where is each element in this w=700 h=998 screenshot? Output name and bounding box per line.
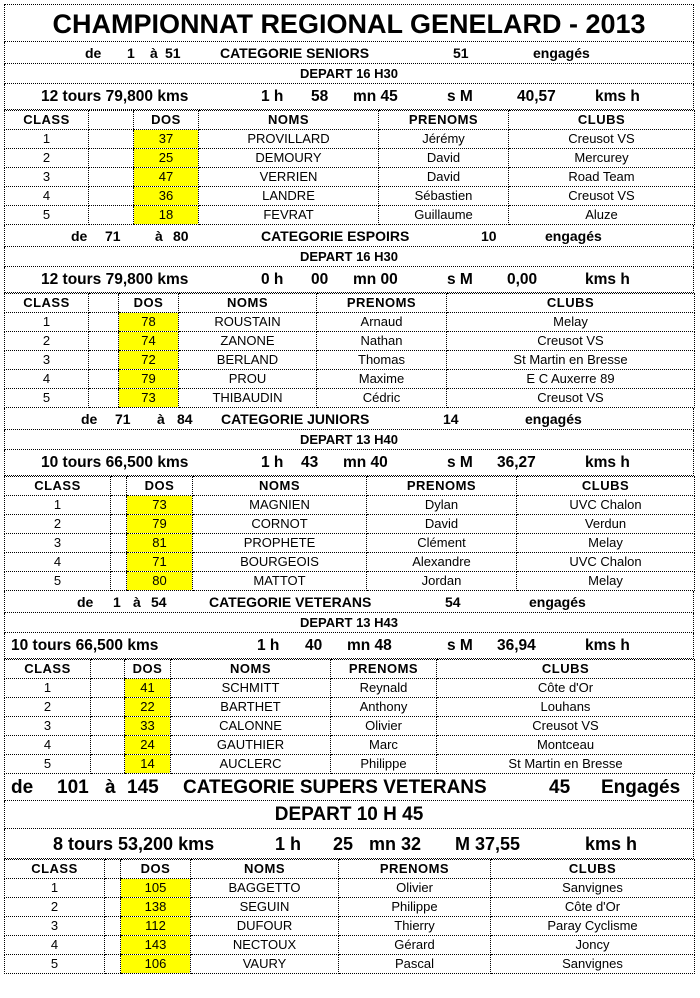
header-noms: NOMS <box>191 860 339 879</box>
veterans-from: 1 <box>113 594 121 610</box>
table-row: 3 81 PROPHETE Clément Melay <box>5 534 695 553</box>
juniors-a: à <box>157 411 165 427</box>
header-prenoms: PRENOMS <box>339 860 491 879</box>
table-row: 1 78 ROUSTAIN Arnaud Melay <box>5 313 695 332</box>
juniors-table <box>4 476 695 591</box>
seniors-category: CATEGORIE SENIORS <box>220 45 370 61</box>
veterans-count: 54 <box>445 594 461 610</box>
supers-count: 45 <box>549 777 571 798</box>
espoirs-hours: 0 h <box>261 271 284 288</box>
supers-category-line <box>4 774 694 801</box>
seniors-minutes: 58 <box>311 88 329 105</box>
seniors-speed-unit: kms h <box>595 88 640 105</box>
table-row: 2 22 BARTHET Anthony Louhans <box>5 698 695 717</box>
supers-depart: DEPART 10 H 45 <box>4 801 694 829</box>
veterans-hours: 1 h <box>257 637 280 654</box>
header-prenoms: PRENOMS <box>317 294 447 313</box>
seniors-table <box>4 110 695 225</box>
header-dos: DOS <box>119 294 179 313</box>
juniors-count: 14 <box>443 411 459 427</box>
table-row: 5 14 AUCLERC Philippe St Martin en Bresse <box>5 755 695 774</box>
espoirs-speed-unit: kms h <box>585 271 630 288</box>
header-noms: NOMS <box>171 660 331 679</box>
header-dos: DOS <box>134 111 199 130</box>
header-prenoms: PRENOMS <box>379 111 509 130</box>
seniors-category-line <box>4 42 694 64</box>
table-row: 3 33 CALONNE Olivier Creusot VS <box>5 717 695 736</box>
table-row: 4 143 NECTOUX Gérard Joncy <box>5 936 695 955</box>
espoirs-de: de <box>71 228 88 244</box>
seniors-de: de <box>85 45 102 61</box>
header-class: CLASS <box>5 111 89 130</box>
table-row: 4 79 PROU Maxime E C Auxerre 89 <box>5 370 695 389</box>
veterans-category-line <box>4 591 694 613</box>
table-row: 5 106 VAURY Pascal Sanvignes <box>5 955 695 974</box>
juniors-to: 84 <box>177 411 193 427</box>
veterans-speed: 36,94 <box>497 637 536 654</box>
table-header-row <box>5 111 695 130</box>
espoirs-table <box>4 293 695 408</box>
table-row: 5 73 THIBAUDIN Cédric Creusot VS <box>5 389 695 408</box>
table-row: 5 18 FEVRAT Guillaume Aluze <box>5 206 695 225</box>
supers-speed-unit: kms h <box>585 834 638 854</box>
header-dos: DOS <box>121 860 191 879</box>
supers-distance: 8 tours 53,200 kms <box>53 834 215 854</box>
table-row: 1 41 SCHMITT Reynald Côte d'Or <box>5 679 695 698</box>
juniors-engages: engagés <box>525 411 582 427</box>
table-row: 3 47 VERRIEN David Road Team <box>5 168 695 187</box>
header-clubs: CLUBS <box>447 294 695 313</box>
veterans-a: à <box>133 594 141 610</box>
supers-category: CATEGORIE SUPERS VETERANS <box>183 777 487 798</box>
header-noms: NOMS <box>199 111 379 130</box>
supers-de: de <box>11 777 34 798</box>
juniors-de: de <box>81 411 98 427</box>
espoirs-depart: DEPART 16 H30 <box>4 247 694 267</box>
espoirs-speed-label: s M <box>447 271 473 288</box>
juniors-hours: 1 h <box>261 454 284 471</box>
seniors-to: 51 <box>165 45 181 61</box>
table-row: 2 79 CORNOT David Verdun <box>5 515 695 534</box>
espoirs-speed: 0,00 <box>507 271 538 288</box>
table-header-row <box>5 477 695 496</box>
table-row: 4 71 BOURGEOIS Alexandre UVC Chalon <box>5 553 695 572</box>
supers-from: 101 <box>57 777 89 798</box>
espoirs-from: 71 <box>105 228 121 244</box>
seniors-speed: 40,57 <box>517 88 556 105</box>
veterans-table <box>4 659 695 774</box>
header-clubs: CLUBS <box>509 111 695 130</box>
supers-minutes: 25 <box>333 834 354 854</box>
table-header-row <box>5 660 695 679</box>
header-clubs: CLUBS <box>491 860 695 879</box>
espoirs-distance: 12 tours 79,800 kms <box>41 271 189 288</box>
header-dos: DOS <box>127 477 193 496</box>
seniors-engages: engagés <box>533 45 590 61</box>
seniors-from: 1 <box>127 45 135 61</box>
header-class: CLASS <box>5 860 105 879</box>
veterans-category: CATEGORIE VETERANS <box>209 594 372 610</box>
table-row: 3 72 BERLAND Thomas St Martin en Bresse <box>5 351 695 370</box>
veterans-distance: 10 tours 66,500 kms <box>11 637 159 654</box>
supers-table <box>4 859 695 974</box>
juniors-seconds: mn 40 <box>343 454 388 471</box>
juniors-category-line <box>4 408 694 430</box>
juniors-depart: DEPART 13 H40 <box>4 430 694 450</box>
juniors-summary <box>4 450 694 476</box>
veterans-speed-label: s M <box>447 637 473 654</box>
header-class: CLASS <box>5 294 89 313</box>
espoirs-to: 80 <box>173 228 189 244</box>
header-noms: NOMS <box>179 294 317 313</box>
table-row: 4 24 GAUTHIER Marc Montceau <box>5 736 695 755</box>
veterans-seconds: mn 48 <box>347 637 392 654</box>
juniors-distance: 10 tours 66,500 kms <box>41 454 189 471</box>
veterans-depart: DEPART 13 H43 <box>4 613 694 633</box>
table-row: 4 36 LANDRE Sébastien Creusot VS <box>5 187 695 206</box>
espoirs-engages: engagés <box>545 228 602 244</box>
supers-summary <box>4 829 694 859</box>
supers-speed: M 37,55 <box>455 834 521 854</box>
supers-a: à <box>105 777 116 798</box>
espoirs-a: à <box>155 228 163 244</box>
table-row: 2 74 ZANONE Nathan Creusot VS <box>5 332 695 351</box>
header-noms: NOMS <box>193 477 367 496</box>
espoirs-minutes: 00 <box>311 271 329 288</box>
table-row: 1 73 MAGNIEN Dylan UVC Chalon <box>5 496 695 515</box>
table-row: 5 80 MATTOT Jordan Melay <box>5 572 695 591</box>
table-row: 2 138 SEGUIN Philippe Côte d'Or <box>5 898 695 917</box>
espoirs-category-line <box>4 225 694 247</box>
supers-to: 145 <box>127 777 159 798</box>
seniors-seconds: mn 45 <box>353 88 398 105</box>
table-header-row <box>5 294 695 313</box>
veterans-minutes: 40 <box>305 637 323 654</box>
veterans-speed-unit: kms h <box>585 637 630 654</box>
juniors-from: 71 <box>115 411 131 427</box>
header-class: CLASS <box>5 660 91 679</box>
juniors-speed: 36,27 <box>497 454 536 471</box>
table-header-row <box>5 860 695 879</box>
juniors-speed-label: s M <box>447 454 473 471</box>
table-row: 3 112 DUFOUR Thierry Paray Cyclisme <box>5 917 695 936</box>
espoirs-seconds: mn 00 <box>353 271 398 288</box>
espoirs-summary <box>4 267 694 293</box>
juniors-speed-unit: kms h <box>585 454 630 471</box>
veterans-engages: engagés <box>529 594 586 610</box>
seniors-speed-label: s M <box>447 88 473 105</box>
veterans-de: de <box>77 594 94 610</box>
table-row: 1 37 PROVILLARD Jérémy Creusot VS <box>5 130 695 149</box>
supers-hours: 1 h <box>275 834 302 854</box>
header-prenoms: PRENOMS <box>331 660 437 679</box>
seniors-count: 51 <box>453 45 469 61</box>
espoirs-category: CATEGORIE ESPOIRS <box>261 228 410 244</box>
juniors-minutes: 43 <box>301 454 319 471</box>
supers-engages: Engagés <box>601 777 681 798</box>
header-dos: DOS <box>125 660 171 679</box>
seniors-hours: 1 h <box>261 88 284 105</box>
table-row: 2 25 DEMOURY David Mercurey <box>5 149 695 168</box>
page-title: CHAMPIONNAT REGIONAL GENELARD - 2013 <box>4 4 694 42</box>
seniors-a: à <box>150 45 158 61</box>
seniors-distance: 12 tours 79,800 kms <box>41 88 189 105</box>
supers-seconds: mn 32 <box>369 834 422 854</box>
header-class: CLASS <box>5 477 111 496</box>
juniors-category: CATEGORIE JUNIORS <box>221 411 370 427</box>
seniors-depart: DEPART 16 H30 <box>4 64 694 84</box>
espoirs-count: 10 <box>481 228 497 244</box>
seniors-summary <box>4 84 694 110</box>
veterans-summary <box>4 633 694 659</box>
veterans-to: 54 <box>151 594 167 610</box>
header-prenoms: PRENOMS <box>367 477 517 496</box>
header-clubs: CLUBS <box>437 660 695 679</box>
results-sheet <box>4 4 694 974</box>
header-clubs: CLUBS <box>517 477 695 496</box>
table-row: 1 105 BAGGETTO Olivier Sanvignes <box>5 879 695 898</box>
